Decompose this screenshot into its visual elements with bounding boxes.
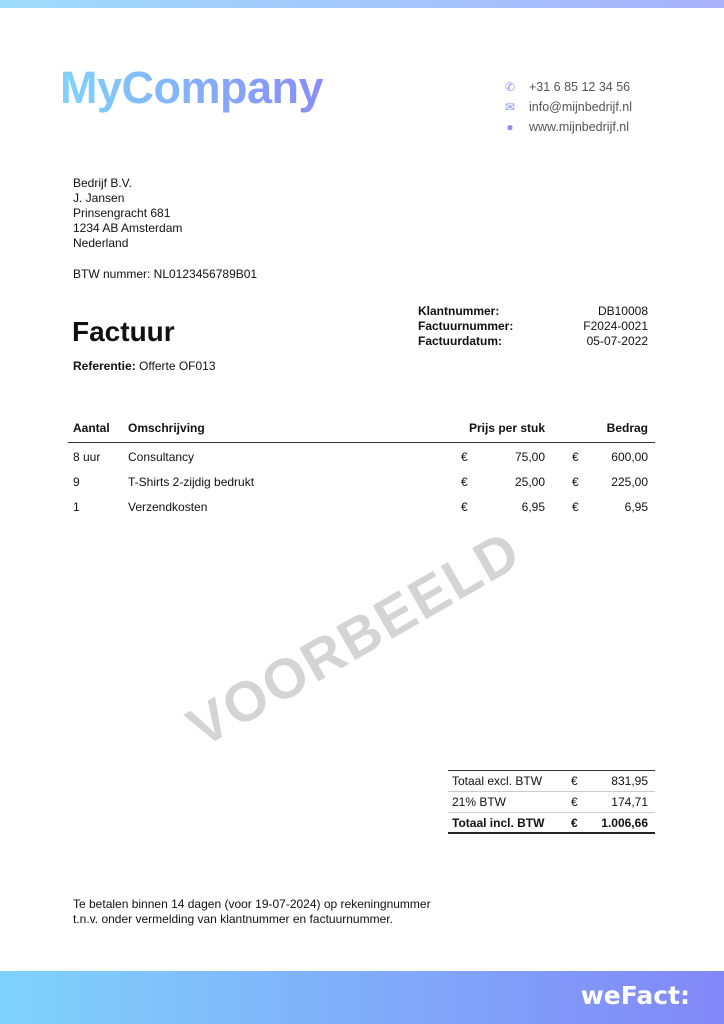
mail-icon: ✉ — [504, 100, 516, 114]
totals-row: 21% BTW € 174,71 — [448, 792, 655, 813]
table-header: Aantal Omschrijving Prijs per stuk Bedrag — [68, 420, 655, 443]
totals-row: Totaal excl. BTW € 831,95 — [448, 771, 655, 792]
contact-phone: ✆ +31 6 85 12 34 56 — [504, 80, 631, 94]
phone-icon: ✆ — [504, 80, 516, 94]
globe-icon: ● — [506, 120, 514, 134]
table-row: 1 Verzendkosten € 6,95 € 6,95 — [73, 500, 648, 514]
grand-total-row: Totaal incl. BTW € 1.006,66 — [448, 813, 655, 834]
top-gradient-bar — [0, 0, 724, 8]
address-line: Prinsengracht 681 — [73, 206, 171, 220]
table-row: 9 T-Shirts 2-zijdig bedrukt € 25,00 € 225,00 — [73, 475, 648, 489]
meta-row: Factuurdatum: 05-07-2022 — [418, 334, 648, 348]
invoice-meta — [418, 304, 648, 349]
payment-line: t.n.v. onder vermelding van klantnummer en factuurnummer. — [73, 912, 393, 926]
totals-table — [448, 770, 655, 834]
company-logo: MyCompany — [60, 62, 324, 113]
address-line: J. Jansen — [73, 191, 125, 205]
address-line: 1234 AB Amsterdam — [73, 221, 183, 235]
payment-terms — [73, 897, 431, 927]
customer-address — [73, 176, 182, 251]
contact-email: ✉ info@mijnbedrijf.nl — [504, 100, 633, 114]
reference: Referentie: Offerte OF013 — [73, 359, 216, 373]
address-line: Nederland — [73, 236, 129, 250]
watermark: VOORBEELD — [176, 517, 532, 759]
wefact-logo: weFact: — [580, 981, 690, 1010]
vat-number: BTW nummer: NL0123456789B01 — [73, 267, 258, 281]
table-row: 8 uur Consultancy € 75,00 € 600,00 — [73, 450, 648, 464]
footer-band — [0, 971, 724, 1024]
contact-website: ● www.mijnbedrijf.nl — [503, 117, 632, 137]
page-title: Factuur — [72, 316, 175, 347]
line-items-table — [68, 420, 655, 520]
meta-row: Factuurnummer: F2024-0021 — [418, 319, 648, 333]
contact-info — [503, 77, 632, 137]
address-line: Bedrijf B.V. — [73, 176, 132, 190]
meta-row: Klantnummer: DB10008 — [418, 304, 648, 318]
payment-line: Te betalen binnen 14 dagen (voor 19-07-2024) op rekeningnummer — [73, 897, 431, 911]
